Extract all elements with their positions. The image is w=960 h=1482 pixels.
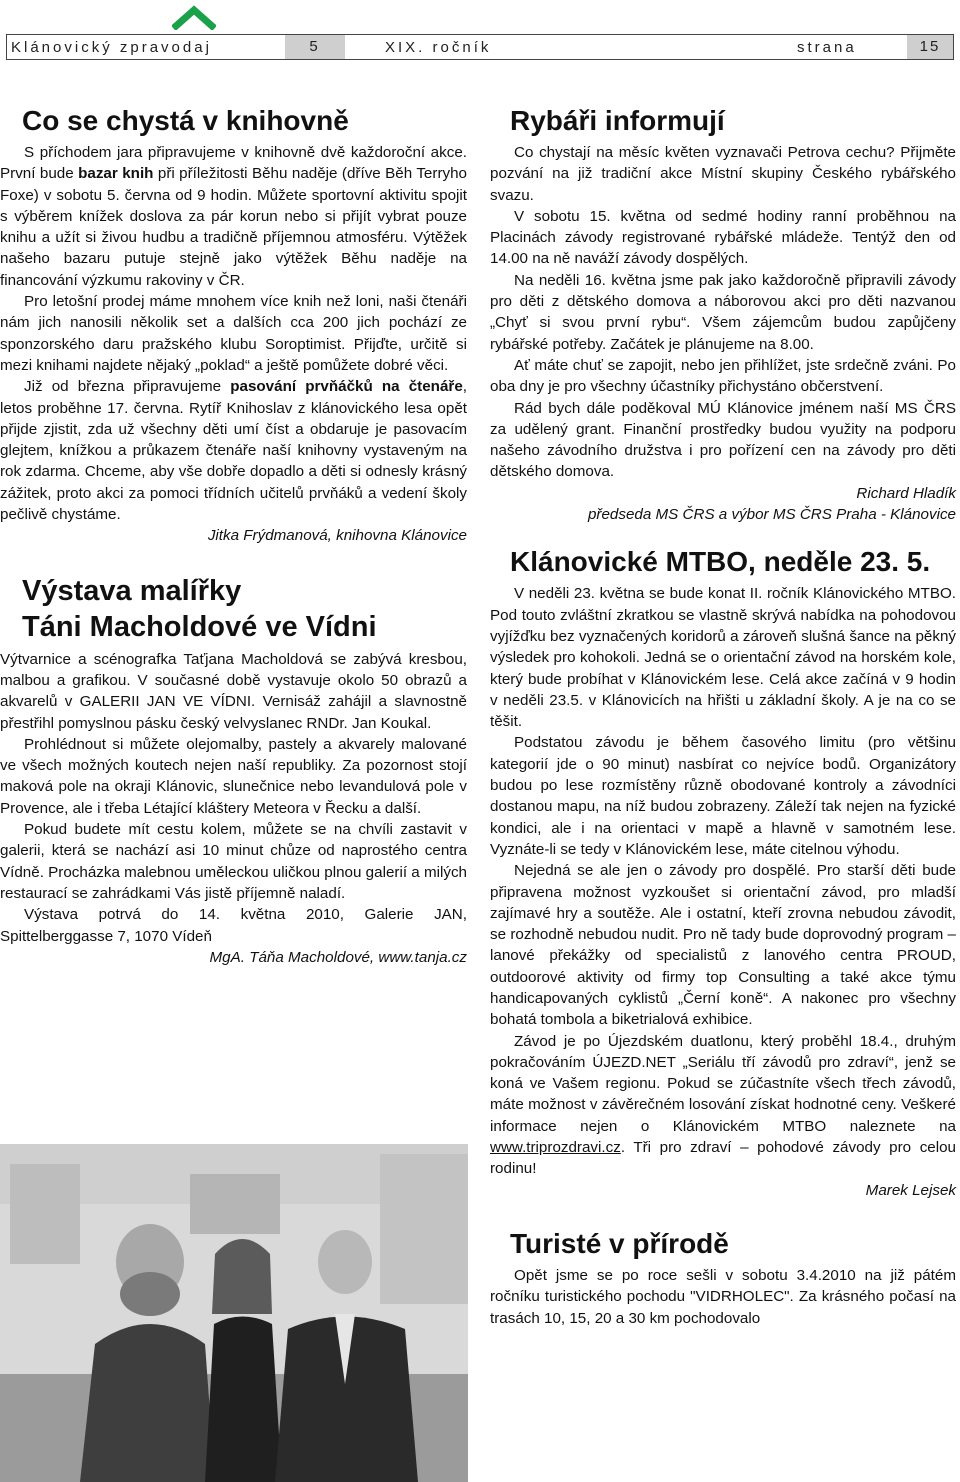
fishermen-paragraph-5: Rád bych dále poděkoval MÚ Klánovice jménem naší MS ČRS za udělený grant. Finanční prostředky budou využity na podporu našeho závodního družstva i pro pořízení cen na závody pro děti dětského domova. — [490, 399, 956, 481]
volume-year: XIX. ročník — [385, 39, 492, 56]
exhibition-article — [0, 573, 467, 968]
library-paragraph-2: Pro letošní prodej máme mnohem více knih než loni, naši čtenáři nám jich nanosili několik set a dalších cca 200 jich pochází ze sponzorského daru pražského klubu Soroptimist. Přijďte, určitě si mezi knihami najdete nějaký „poklad“ a ještě pomůžete dobré věci. — [0, 293, 467, 374]
page-label: strana — [797, 39, 857, 56]
fishermen-signature-name: Richard Hladík — [856, 484, 956, 502]
fishermen-signature-role: předseda MS ČRS a výbor MS ČRS Praha - Klánovice — [587, 506, 956, 524]
library-paragraph-3: Již od března připravujeme pasování prvňáčků na čtenáře, letos proběhne 17. června. Rytíř Knihoslav z klánovického lesa opět přijde zjistit, zda už všechny děti umí číst a obdaruje je pasovacím glejtem, knížkou a průkazem čtenáře naší knihovny vystaveným na rok zdarma. Chceme, aby vše dobře dopadlo a děti si odnesly krásný zážitek, proto akci za pomoci třídních učitelů prvňáků a vedení školy pečlivě chystáme. — [0, 378, 467, 524]
chevron-up-icon — [172, 4, 216, 30]
mtbo-paragraph-4: Závod je po Újezdském duatlonu, který proběhl 18.4., druhým pokračováním ÚJEZD.NET „Seriálu tří závodů pro zdraví“, jenž se koná ve Vašem regionu. Pokud se zúčastníte všech třech závodů, máte možnost v závěrečném losování získat hodnotné ceny. Veškeré informace nejen o Klánovickém MTBO naleznete na www.triprozdravi.cz. Tři pro zdraví – pohodové závody pro celou rodinu! — [490, 1032, 956, 1178]
mtbo-signature: Marek Lejsek — [865, 1181, 956, 1199]
exhibition-paragraph-2: Prohlédnout si můžete olejomalby, pastely a akvarely malované ve všech možných koutech nejen naší republiky. Za pozornost stojí maková pole na okraji Klánovic, slunečnice nebo levandulová pole v Provence, ale i třeba Létající kláštery Meteora v Řecku a další. — [0, 735, 467, 817]
exhibition-title-line-2: Táni Macholdové ve Vídni — [22, 610, 377, 643]
page-number: 15 — [907, 35, 953, 59]
left-column — [0, 104, 467, 968]
fishermen-article — [490, 104, 956, 525]
tourists-article — [490, 1227, 956, 1329]
fishermen-paragraph-3: Na neděli 16. května jsme pak jako každoročně připravili závody pro děti z dětského domova a náborovou akci pro děti nazvanou „Chyť si svou první rybu“. Všem zájemcům budou zapůjčeny rybářské potřeby. Začátek je plánujeme na 8.00. — [490, 271, 956, 353]
gallery-visitors-photo — [0, 1144, 468, 1482]
exhibition-paragraph-1: Výtvarnice a scénografka Taťjana Macholdová se zabývá kresbou, malbou a grafikou. V současné době vystavuje okolo 50 obrazů a akvarelů v GALERII JAN VE VÍDNI. Vernisáž zahájil a slavnostně přestřihl pomyslnou pásku český velvyslanec RNDr. Jan Koukal. — [0, 650, 467, 732]
exhibition-signature: MgA. Táňa Macholdové, www.tanja.cz — [209, 948, 467, 966]
exhibition-title-line-1: Výstava malířky — [22, 574, 242, 607]
exhibition-paragraph-4: Výstava potrvá do 14. května 2010, Galerie JAN, Spittelberggasse 7, 1070 Vídeň — [0, 906, 467, 945]
mtbo-paragraph-2: Podstatou závodu je během časového limitu (pro většinu kategorií jde o 90 minut) nasbírat co nejvíce bodů. Organizátory budou po lese rozmístěny různě obodované kontroly a závodníci dostanou mapu, na níž budou zobrazeny. Záleží tak nejen na fyzické kondici, ale i na orientaci v mapě a hlavně v samotném lese. Vyznáte-li se tedy v Klánovickém lese, máte citelnou výhodu. — [490, 734, 956, 858]
fishermen-paragraph-4: Ať máte chuť se zapojit, nebo jen přihlížet, jste srdečně zváni. Po oba dny je pro všechny účastníky přichystáno občerstvení. — [490, 356, 956, 396]
mtbo-website-link[interactable]: www.triprozdravi.cz — [490, 1139, 621, 1157]
mtbo-title: Klánovické MTBO, neděle 23. 5. — [510, 546, 931, 578]
exhibition-paragraph-3: Pokud budete mít cestu kolem, můžete se na chvíli zastavit v galerii, která se nachází asi 10 minut chůze od naprostého centra Vídně. Procházka malebnou uměleckou uličkou plnou galerií a milých restaurací se zahrádkami Vás jistě příjemně naladí. — [0, 821, 467, 902]
library-article — [0, 104, 467, 547]
mtbo-article — [490, 545, 956, 1201]
fishermen-paragraph-1: Co chystají na měsíc květen vyznavači Petrova cechu? Přijměte pozvání na již tradiční akce Místní skupiny Českého rybářského svazu. — [490, 144, 956, 204]
tourists-paragraph-1: Opět jsme se po roce sešli v sobotu 3.4.2010 na již pátém ročníku turistického pochodu "VIDRHOLEC". Za krásného počasí na trasách 10, 15, 20 a 30 km pochodovalo — [490, 1266, 956, 1327]
library-title: Co se chystá v knihovně — [22, 105, 349, 136]
library-signature: Jitka Frýdmanová, knihovna Klánovice — [207, 527, 467, 545]
right-column — [490, 104, 956, 1329]
newsletter-title: Klánovický zpravodaj — [11, 39, 212, 56]
mtbo-paragraph-3: Nejedná se ale jen o závody pro dospělé. Pro starší děti bude připravena možnost vyzkoušet si orientační závod, pro mladší zajímavé hry a soutěže. Ale i ostatní, kteří zrovna nebudou závodit, se rozhodně nebudou nudit. Pro ně tady bude doprovodný program – lanové překážky od specialistů z lanového centra PROUD, outdoorové aktivity od firmy top Consulting a také akce týmu handicapovaných cyklistů „Černí koně“. A nakonec pro všechny bohatá tombola a biketrialová exhibice. — [490, 862, 956, 1029]
tourists-title: Turisté v přírodě — [510, 1227, 729, 1259]
fishermen-title: Rybáři informují — [510, 105, 725, 136]
library-paragraph-1: S příchodem jara připravujeme v knihovně dvě každoroční akce. První bude bazar knih při příležitosti Běhu naděje (dříve Běh Terryho Foxe) v sobotu 5. června od 9 hodin. Můžete sportovní aktivitu spojit s výběrem knížek doslova za pár korun nebo si přijít vybrat pouze knihu a užít si živou hudbu a tradičně příjemnou atmosféru. Výtěžek našeho bazaru putuje stejně jako výtěžek Běhu naděje na financování výzkumu rakoviny v ČR. — [0, 144, 467, 289]
mtbo-paragraph-1: V neděli 23. května se bude konat II. ročník Klánovického MTBO. Pod touto zvláštní zkratkou se vlastně skrývá nabídka na pohodovou vyjížďku bez vyznačených koridorů a zároveň slušná šance na pěkný výsledek pro kohokoli. Jedná se o orientační závod na horském kole, který bude probíhat v Klánovickém lese. Celá akce začíná v 9 hodin v neděli 23.5. v Klánovicích na hřišti u základní školy. A je na co se těšit. — [490, 585, 956, 731]
issue-number: 5 — [285, 35, 345, 59]
page-header-bar — [6, 34, 954, 60]
exhibition-photo — [0, 1144, 468, 1482]
fishermen-paragraph-2: V sobotu 15. května od sedmé hodiny ranní proběhnou na Placinách závody registrované rybářské mládeže. Tentýž den od 14.00 na ně naváží závody dospělých. — [490, 207, 956, 268]
